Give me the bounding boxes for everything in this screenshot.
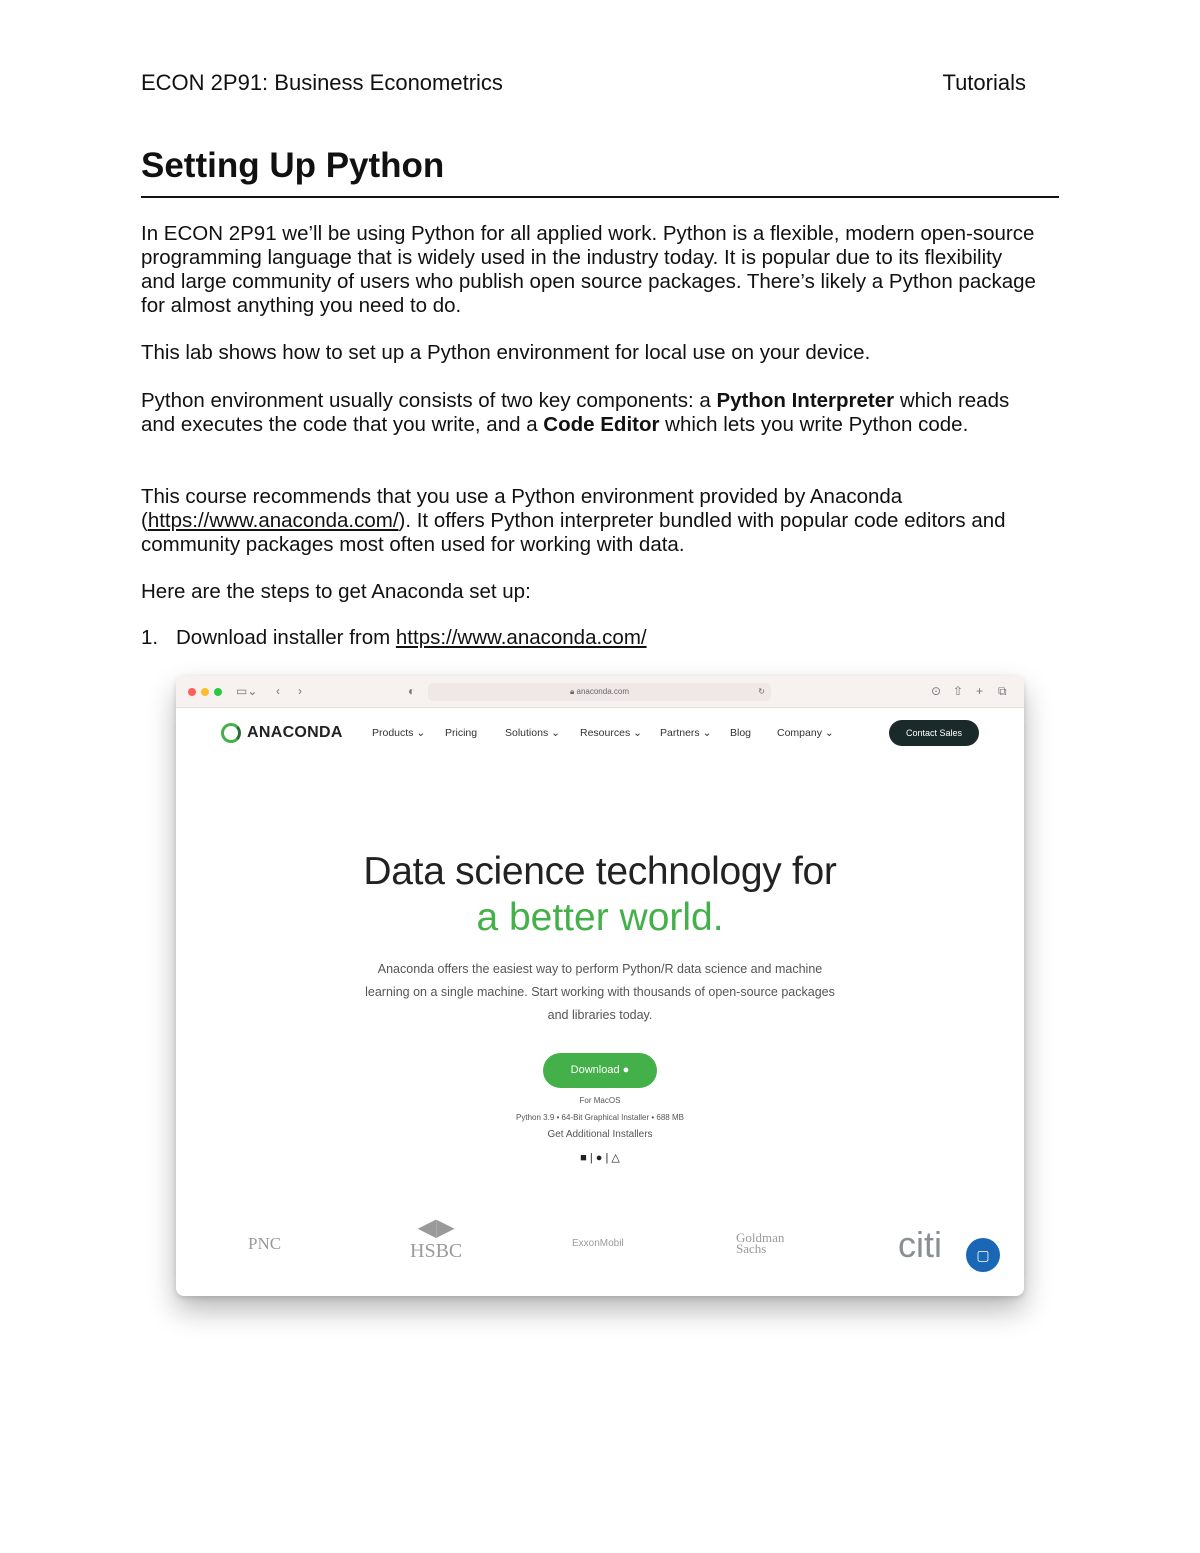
windows-icon[interactable]: ■ (580, 1152, 587, 1164)
goldman-sachs-logo: Goldman Sachs (736, 1230, 785, 1256)
platform-label: For MacOS (579, 1096, 621, 1105)
plus-icon[interactable]: + (976, 684, 984, 698)
anaconda-link[interactable]: https://www.anaconda.com/ (147, 509, 399, 532)
share-icon[interactable]: ⇧ (953, 684, 964, 698)
anaconda-paragraph: This course recommends that you use a Python environment provided by Anaconda (https://www.anaconda.com/). It offers Python interpreter bundled with popular code editors and community packages most often used for working with data. (141, 485, 1006, 556)
hsbc-hexagon-icon: ◀▶ (417, 1215, 455, 1241)
sidebar-icon[interactable]: ▭⌄ (236, 684, 258, 698)
running-header (141, 70, 1026, 96)
title-divider (141, 196, 1059, 198)
section-label: Tutorials (942, 70, 1026, 95)
back-icon[interactable]: ‹ (276, 684, 280, 698)
python-interpreter-term: Python Interpreter (716, 389, 895, 412)
site-nav (176, 708, 1024, 760)
shield-icon[interactable]: ◐ (408, 684, 416, 698)
reload-icon[interactable]: ↻ (758, 687, 765, 696)
anaconda-logo[interactable] (221, 723, 343, 743)
hero-description: Anaconda offers the easiest way to perform Python/R data science and machine learning on a single machine. Start working with thousands of open-source packages and libraries today. (365, 962, 835, 1022)
nav-company[interactable]: Company ⌄ (777, 727, 834, 739)
forward-icon[interactable]: › (298, 684, 302, 698)
step-text: Download installer from https://www.anaconda.com/ (176, 626, 647, 649)
maximize-window-icon[interactable] (214, 688, 222, 696)
nav-products[interactable]: Products ⌄ (372, 727, 426, 739)
installer-info: Python 3.9 • 64-Bit Graphical Installer • 688 MB (516, 1113, 684, 1122)
code-editor-term: Code Editor (543, 413, 660, 436)
chat-icon[interactable]: ▢ (966, 1238, 1000, 1272)
step-1 (141, 626, 647, 650)
environment-paragraph: Python environment usually consists of two key components: a Python Interpreter which reads and executes the code that you write, and a Code Editor which lets you write Python code. (141, 389, 1010, 436)
browser-screenshot (176, 676, 1024, 1296)
page-title: Setting Up Python (141, 146, 445, 185)
nav-solutions[interactable]: Solutions ⌄ (505, 727, 560, 739)
linux-icon[interactable]: △ (611, 1152, 620, 1164)
nav-pricing[interactable]: Pricing (445, 727, 478, 739)
tabs-icon[interactable]: ⧉ (998, 684, 1007, 698)
download-button[interactable]: Download ● (543, 1053, 657, 1088)
contact-sales-button[interactable]: Contact Sales (889, 720, 979, 746)
apple-icon: ● (622, 1064, 630, 1076)
download-link[interactable]: https://www.anaconda.com/ (395, 626, 647, 649)
close-window-icon[interactable] (188, 688, 196, 696)
additional-installers-link[interactable]: Get Additional Installers (547, 1129, 653, 1140)
lock-icon: 🔒︎ (570, 687, 577, 696)
course-title: ECON 2P91: Business Econometrics (141, 70, 503, 95)
apple-icon[interactable]: ● (595, 1152, 603, 1164)
citi-logo: citi (898, 1224, 942, 1265)
url-text: anaconda.com (576, 687, 629, 696)
hsbc-logo: ◀▶ HSBC (410, 1215, 463, 1262)
intro-paragraph: In ECON 2P91 we’ll be using Python for all applied work. Python is a flexible, modern open-source programming language that is widely used in the industry today. It is popular due to its flexibility and large community of users who publish open source packages. There’s likely a Python package for almost anything you need to do. (141, 222, 1036, 317)
hero-headline-accent: a better world. (476, 896, 724, 939)
logo-text: ANACONDA (247, 724, 343, 741)
anaconda-ring-icon (221, 723, 241, 743)
exxonmobil-logo: ExxonMobil (572, 1238, 624, 1249)
lab-paragraph: This lab shows how to set up a Python environment for local use on your device. (141, 341, 871, 364)
nav-resources[interactable]: Resources ⌄ (580, 727, 642, 739)
nav-blog[interactable]: Blog (730, 727, 752, 739)
download-icon[interactable]: ⊙ (931, 684, 942, 698)
steps-intro: Here are the steps to get Anaconda set up: (141, 580, 531, 603)
os-icons: ■ | ● | △ (580, 1152, 620, 1164)
minimize-window-icon[interactable] (201, 688, 209, 696)
pnc-logo: PNC (248, 1234, 282, 1253)
address-bar[interactable] (428, 683, 771, 701)
nav-partners[interactable]: Partners ⌄ (660, 727, 712, 739)
step-number: 1. (141, 626, 159, 649)
hero-headline: Data science technology for (363, 850, 837, 893)
browser-toolbar (176, 676, 1024, 708)
